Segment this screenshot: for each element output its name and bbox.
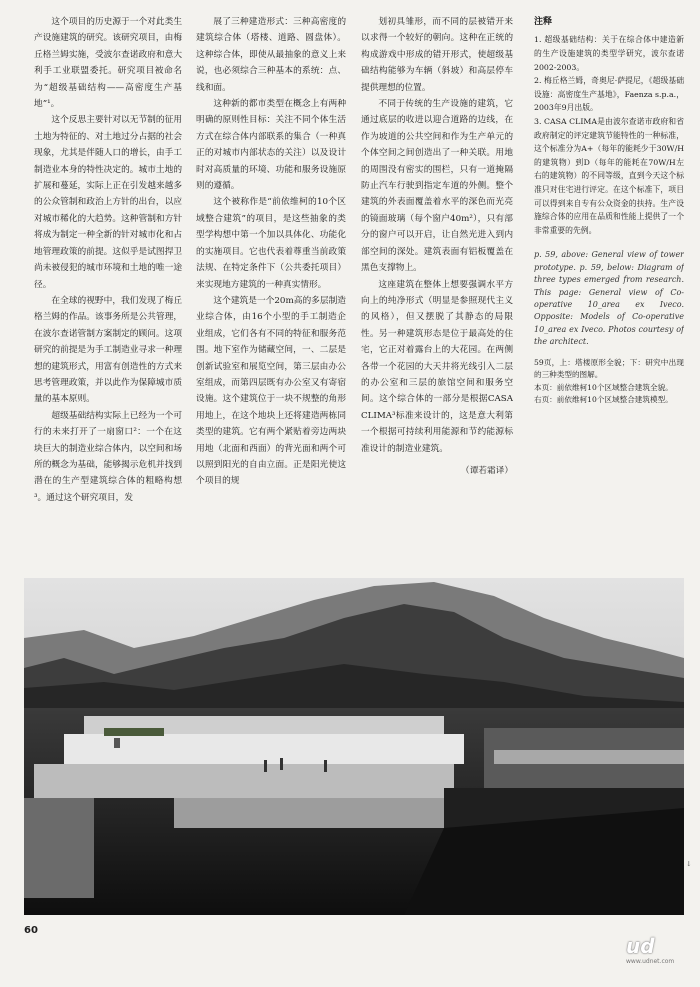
- notes-title: 注释: [534, 17, 553, 27]
- article-column-3: [361, 14, 513, 479]
- architecture-photo-illustration: [24, 578, 684, 915]
- note-item: 1. 超级基础结构：关于在综合体中建造新的生产设施建筑的类型学研究，波尔查诺2002-2003。: [534, 35, 684, 72]
- page-number: 60: [24, 925, 38, 936]
- architecture-photo: [24, 578, 684, 915]
- translator-signature: （谭若霜译）: [460, 465, 513, 476]
- page-side-mark: ↓: [686, 860, 692, 868]
- note-item: 2. 梅丘格兰姆，奇奥尼·萨提尼，《超级基础设施：高密度生产基地》，Faenza s.p.a.，2003年9月出版。: [534, 76, 684, 113]
- article-paragraph: 这个被称作是“前依维柯的10个区域整合建筑”的项目，是这些抽象的类型学构想中第一个加以具体化、功能化的实施项目。它也代表着尊重当前政策法规、在特定条件下（公共委托项目）来实现地方建筑的一种真实情形。: [196, 197, 346, 290]
- caption-chinese: [534, 357, 684, 407]
- watermark-site: www.udnet.com: [626, 958, 675, 965]
- article-column-2: [196, 14, 346, 490]
- watermark-logo: [626, 934, 688, 976]
- article-paragraph: 展了三种建造形式：三种高密度的建筑综合体（塔楼、道路、圆盘体）。这种综合体，即使从最抽象的意义上来说，也必须综合三种基本的系统：点、线和面。: [196, 17, 346, 93]
- caption-line: 右页：前依维柯10个区域整合建筑模型。: [534, 395, 673, 405]
- article-paragraph: 划初具雏形，而不同的层被错开来以求得一个较好的朝向。这种在正统的构成游戏中形成的错开形式，使超级基础结构能够为车辆（斜坡）和高层停车提供理想的位置。: [361, 17, 513, 93]
- article-paragraph: 这种新的都市类型在概念上有两种明确的原则性目标：关注不同个体生活方式在综合体内部联系的集合（一种真正的对城市内部状态的关注）以及设计时对高质量的环境、功能和服务设施原则的遵循。: [196, 99, 346, 192]
- article-paragraph: 这个项目的历史源于一个对此类生产设施建筑的研究。该研究项目，由梅丘格兰姆实施，受波尔查诺政府和意大利手工业联盟委托。研究项目被命名为“超级基础结构——高密度生产基地”¹。: [34, 17, 182, 110]
- notes-column: [534, 14, 684, 407]
- article-column-1: [34, 14, 182, 506]
- article-paragraph: 这个反思主要针对以无节制的征用土地为特征的、对土地过分占据的社会现象，尤其是伴随人口的增长，由手工制造业本身的特性决定的。城市土地的扩展和蔓延，实际上正在引发越来越多的公众管制和政治上方针的出台，以应对城市稀化的大趋势。这种管制和方针将成为制定一种全新的针对城市化和占地管理政策的前提。这似乎是试图捍卫尚未被侵犯的城市环境和土地的唯一途径。: [34, 115, 182, 290]
- caption-english: p. 59, above: General view of tower prototype. p. 59, below: Diagram of three types emerged from research. This page: General view of Co-operative 10_area ex Iveco. Opposite: Models of Co-operative 10_area ex Iveco. Photos courtesy of the architect.: [534, 250, 684, 347]
- caption-line: 本页：前依维柯10个区域整合建筑全貌。: [534, 382, 673, 392]
- article-paragraph: 超级基础结构实际上已经为一个可行的未来打开了一扇窗口²：一个在这块巨大的制造业综合体内，以空间和场所的概念为基础，能够揭示危机并找到潜在的生产型建筑综合体的粗略构想³。通过这个研究项目，发: [34, 410, 182, 503]
- watermark-mark: ud: [626, 934, 655, 958]
- article-paragraph: 在全球的视野中，我们发现了梅丘格兰姆的作品。该事务所是公共管理，在波尔查诺管制方案制定的顾问。这项研究的前提是为手工制造业寻求一种理想的建筑形式，用富有创造性的方式来思考管理政策，并以此作为保障城市质量的基本原则。: [34, 295, 182, 405]
- article-paragraph: 这个建筑是一个20m高的多层制造业综合体，由16个小型的手工制造企业组成，它们各有不同的特征和服务范围。地下室作为储藏空间，一、二层是创新试验室和展览空间，第三层由办公室组成，而第四层既有办公室又有寄宿设施。这个建筑位于一块不规整的角形用地上，在这个地块上还将建造两栋同类型的建筑。它有两个紧贴着旁边两块用地（北面和西面）的背光面和两个可以照到阳光的自由立面。正是阳光使这个项目的规: [196, 295, 346, 487]
- note-item: 3. CASA CLIMA是由波尔查诺市政府和省政府制定的评定建筑节能特性的一种标准，这个标准分为A+（每年的能耗少于30W/H的建筑物）到D（每年的能耗在70W/H左右的建筑物）的不同等级，直到今天这个标准只对住宅进行评定。在这个标准下，项目可以得到来自专有公众资金的扶持。生产设施综合体的应用在品质和性能上提供了一个非常重要的先例。: [534, 116, 684, 235]
- caption-line: 59页，上：塔楼原形全貌；下：研究中出现的三种类型的图解。: [534, 357, 684, 380]
- article-paragraph: 不同于传统的生产设施的建筑，它通过底层的收进以迎合道路的边线，在作为坡道的公共空间和作为生产单元的个体空间之间创造出了一种关联。用地的周围没有密实的围栏，只有一道掩隔防止汽车行驶到指定车道的外侧。整个建筑的外表面覆盖着水平的深色而光亮的镜面玻璃（每个窗户40m²），只有部分的窗户可以开启，让自然光进入到内部空间的深处。建筑表面有铝板覆盖在黑色支撑物上。: [361, 99, 513, 274]
- article-paragraph: 这座建筑在整体上想要强调水平方向上的纯净形式（明显是参照现代主义的风格），但又摆脱了其静态的局限性。另一种建筑形态是位于最高处的住宅，它正对着露台上的大花园。在两侧各带一个花园的大天井将光线引入二层的办公室和三层的旅馆空间和服务空间。这个综合体的一部分是根据CASA CLIMA³标准来设计的，这是意大利第一个根据可持续利用能源和节约能源标准设计的制造业建筑。: [361, 279, 513, 454]
